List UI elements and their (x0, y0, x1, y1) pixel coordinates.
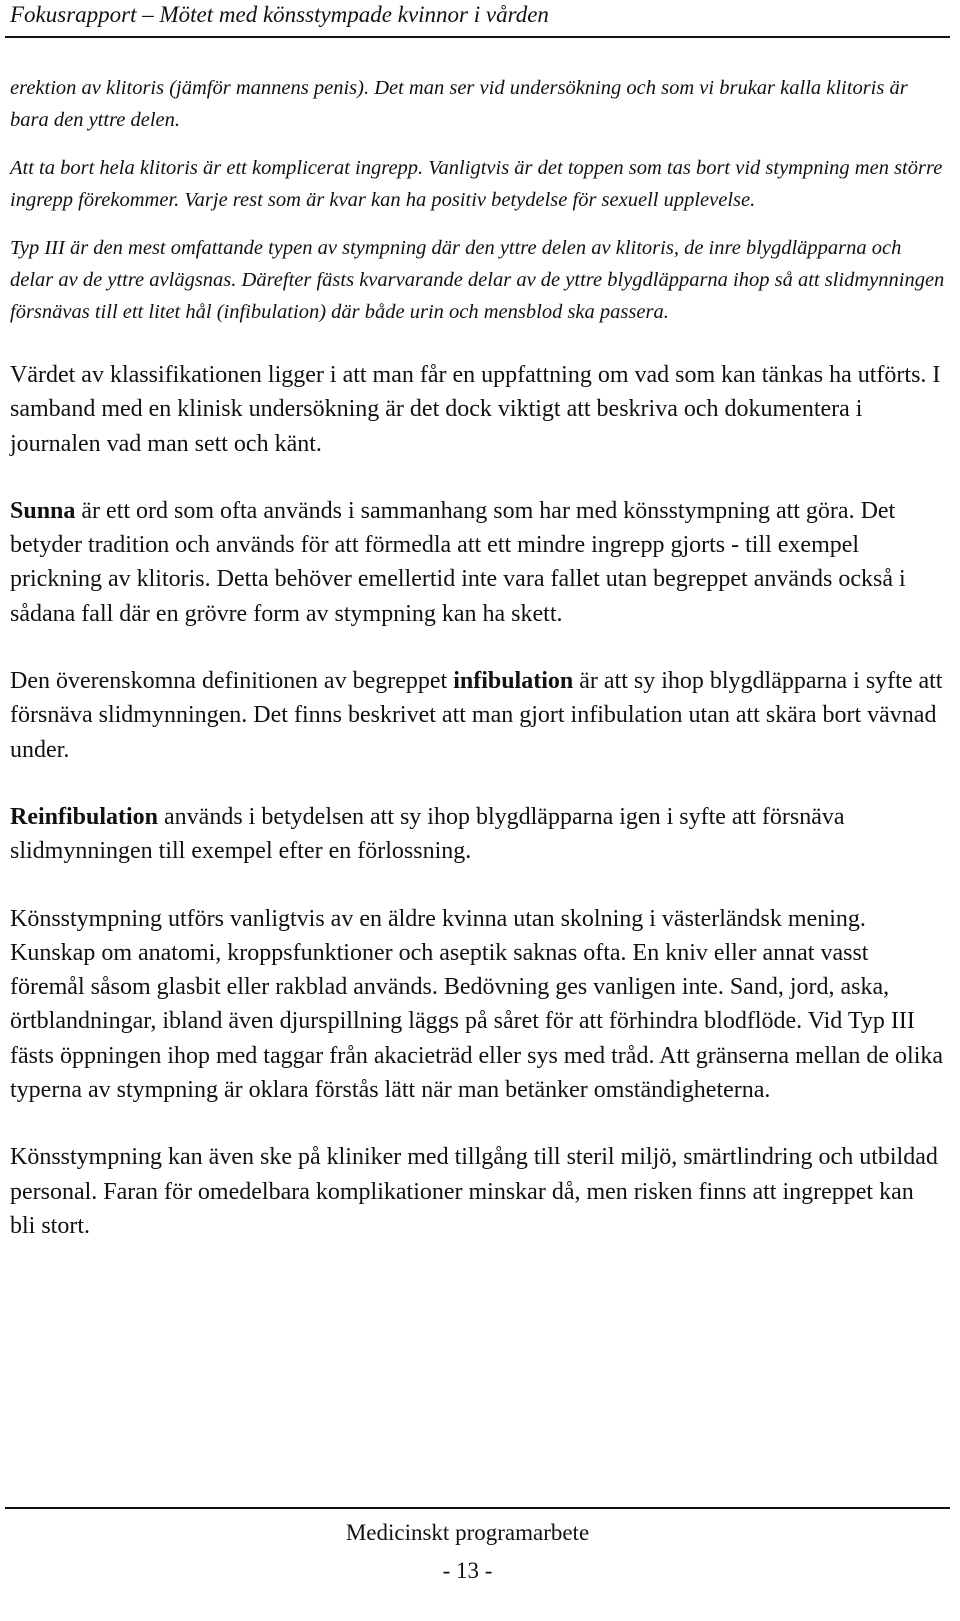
paragraph-clinical-practice: Könsstympning kan även ske på kliniker med tillgång till steril miljö, smärtlindring och utbildad personal. Faran för omedelbara komplikationer minskar då, men risken finns att ingreppet kan bli stort. (10, 1144, 938, 1239)
paragraph-type-iii: Typ III är den mest omfattande typen av stympning där den yttre delen av klitoris, de inre blygdläpparna och delar av de yttre avlägsnas. Därefter fästs kvarvarande delar av de yttre blygdläpparna ihop så att slidmynningen försnävas till ett litet hål (infibulation) där både urin och mensblod ska passera. (10, 237, 945, 323)
paragraph-sunna-text: är ett ord som ofta används i sammanhang som har med könsstympning att göra. Det betyder tradition och används för att förmedla att ett mindre ingrepp gjorts - till exempel prickning av klitoris. Detta behöver emellertid inte vara fallet utan begreppet används också i sådana fall där en grövre form av stympning kan ha skett. (10, 497, 906, 627)
term-infibulation: infibulation (453, 668, 574, 695)
paragraph-sunna (10, 494, 945, 631)
paragraph-infibulation (10, 664, 945, 767)
paragraph-classification-value: Värdet av klassifikationen ligger i att man får en uppfattning om vad som kan tänkas ha utförts. I samband med en klinisk undersökning är det dock viktigt att beskriva och dokumentera i journalen vad man sett och känt. (10, 362, 941, 457)
header-divider (5, 36, 950, 38)
paragraph-removal-procedure: Att ta bort hela klitoris är ett komplicerat ingrepp. Vanligtvis är det toppen som tas bort vid stympning men större ingrepp förekommer. Varje rest som är kvar kan ha positiv betydelse för sexuell upplevelse. (10, 157, 943, 211)
footer-title: Medicinskt programarbete (345, 1520, 590, 1545)
page-number: - 13 - (442, 1558, 493, 1583)
paragraph-clitoris-anatomy: erektion av klitoris (jämför mannens penis). Det man ser vid undersökning och som vi brukar kalla klitoris är bara den yttre delen. (10, 77, 908, 131)
page-body (10, 72, 945, 1276)
paragraph-infibulation-intro: Den överenskomna definitionen av begreppet (10, 668, 454, 695)
paragraph-reinfibulation (10, 800, 945, 869)
footer-divider (5, 1507, 950, 1509)
running-header: Fokusrapport – Mötet med könsstympade kvinnor i vården (10, 2, 549, 27)
term-reinfibulation: Reinfibulation (10, 803, 159, 830)
paragraph-traditional-practice: Könsstympning utförs vanligtvis av en äldre kvinna utan skolning i västerländsk mening. Kunskap om anatomi, kroppsfunktioner och aseptik saknas ofta. En kniv eller annat vasst föremål såsom glasbit eller rakblad används. Bedövning ges vanligen inte. Sand, jord, aska, örtblandningar, ibland även djurspillning läggs på såret för att förhindra blodflöde. Vid Typ III fästs öppningen ihop med taggar från akacieträd eller sys med tråd. Att gränserna mellan de olika typerna av stympning är oklara förstås lätt när man betänker omständigheterna. (10, 905, 944, 1104)
paragraph-reinfibulation-text: används i betydelsen att sy ihop blygdläpparna igen i syfte att försnäva slidmynningen till exempel efter en förlossning. (10, 803, 845, 865)
term-sunna: Sunna (10, 497, 76, 524)
paragraph-infibulation-text: är att sy ihop blygdläpparna i syfte att försnäva slidmynningen. Det finns beskrivet att man gjort infibulation utan att skära bort vävnad under. (10, 668, 943, 763)
